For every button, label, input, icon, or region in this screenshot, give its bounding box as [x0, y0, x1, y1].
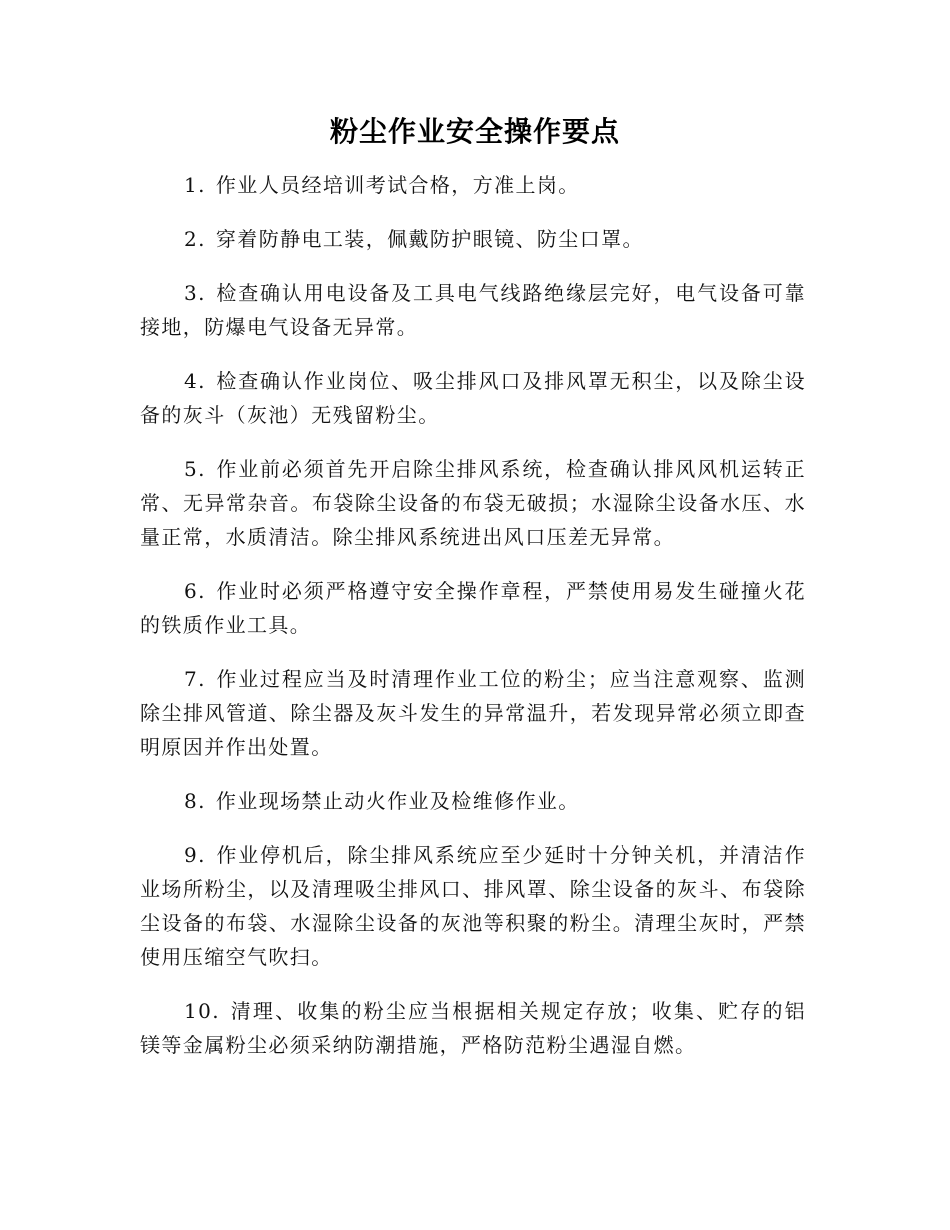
- rule-item: [140, 994, 806, 1062]
- rule-text: 作业人员经培训考试合格，方准上岗。: [215, 173, 580, 197]
- rule-number: 6.: [184, 579, 206, 603]
- rule-text: 作业时必须严格遵守安全操作章程，严禁使用易发生碰撞火花的铁质作业工具。: [140, 579, 806, 637]
- rule-text: 作业现场禁止动火作业及检维修作业。: [215, 789, 580, 813]
- document-title: 粉尘作业安全操作要点: [329, 115, 620, 148]
- rule-item: [140, 452, 806, 554]
- rule-item: [140, 838, 806, 974]
- rule-item: [140, 364, 806, 432]
- rule-number: 4.: [184, 369, 206, 393]
- rule-number: 7.: [184, 667, 206, 691]
- rule-item: [140, 662, 806, 764]
- rule-number: 1.: [184, 173, 206, 197]
- rule-text: 作业过程应当及时清理作业工位的粉尘；应当注意观察、监测除尘排风管道、除尘器及灰斗发生的异常温升，若发现异常必须立即查明原因并作出处置。: [140, 667, 806, 759]
- rule-number: 8.: [184, 789, 206, 813]
- rule-text: 穿着防静电工装，佩戴防护眼镜、防尘口罩。: [215, 227, 644, 251]
- rule-text: 检查确认作业岗位、吸尘排风口及排风罩无积尘，以及除尘设备的灰斗（灰池）无残留粉尘。: [140, 369, 806, 427]
- rule-text: 作业停机后，除尘排风系统应至少延时十分钟关机，并清洁作业场所粉尘，以及清理吸尘排风口、排风罩、除尘设备的灰斗、布袋除尘设备的布袋、水湿除尘设备的灰池等积聚的粉尘。清理尘灰时，严禁使用压缩空气吹扫。: [140, 843, 806, 969]
- rule-text: 检查确认用电设备及工具电气线路绝缘层完好，电气设备可靠接地，防爆电气设备无异常。: [140, 281, 806, 339]
- rule-number: 2.: [184, 227, 206, 251]
- rule-number: 10.: [184, 999, 221, 1023]
- rule-item: [140, 574, 806, 642]
- rule-item: [140, 222, 806, 256]
- rule-text: 作业前必须首先开启除尘排风系统，检查确认排风风机运转正常、无异常杂音。布袋除尘设备的布袋无破损；水湿除尘设备水压、水量正常，水质清洁。除尘排风系统进出风口压差无异常。: [140, 457, 806, 549]
- rule-item: [140, 276, 806, 344]
- rule-number: 3.: [184, 281, 206, 305]
- rule-number: 5.: [184, 457, 206, 481]
- rule-text: 清理、收集的粉尘应当根据相关规定存放；收集、贮存的铝镁等金属粉尘必须采纳防潮措施，严格防范粉尘遇湿自燃。: [140, 999, 806, 1057]
- rule-item: [140, 168, 806, 202]
- rule-number: 9.: [184, 843, 206, 867]
- rule-list: [140, 168, 806, 1082]
- rule-item: [140, 784, 806, 818]
